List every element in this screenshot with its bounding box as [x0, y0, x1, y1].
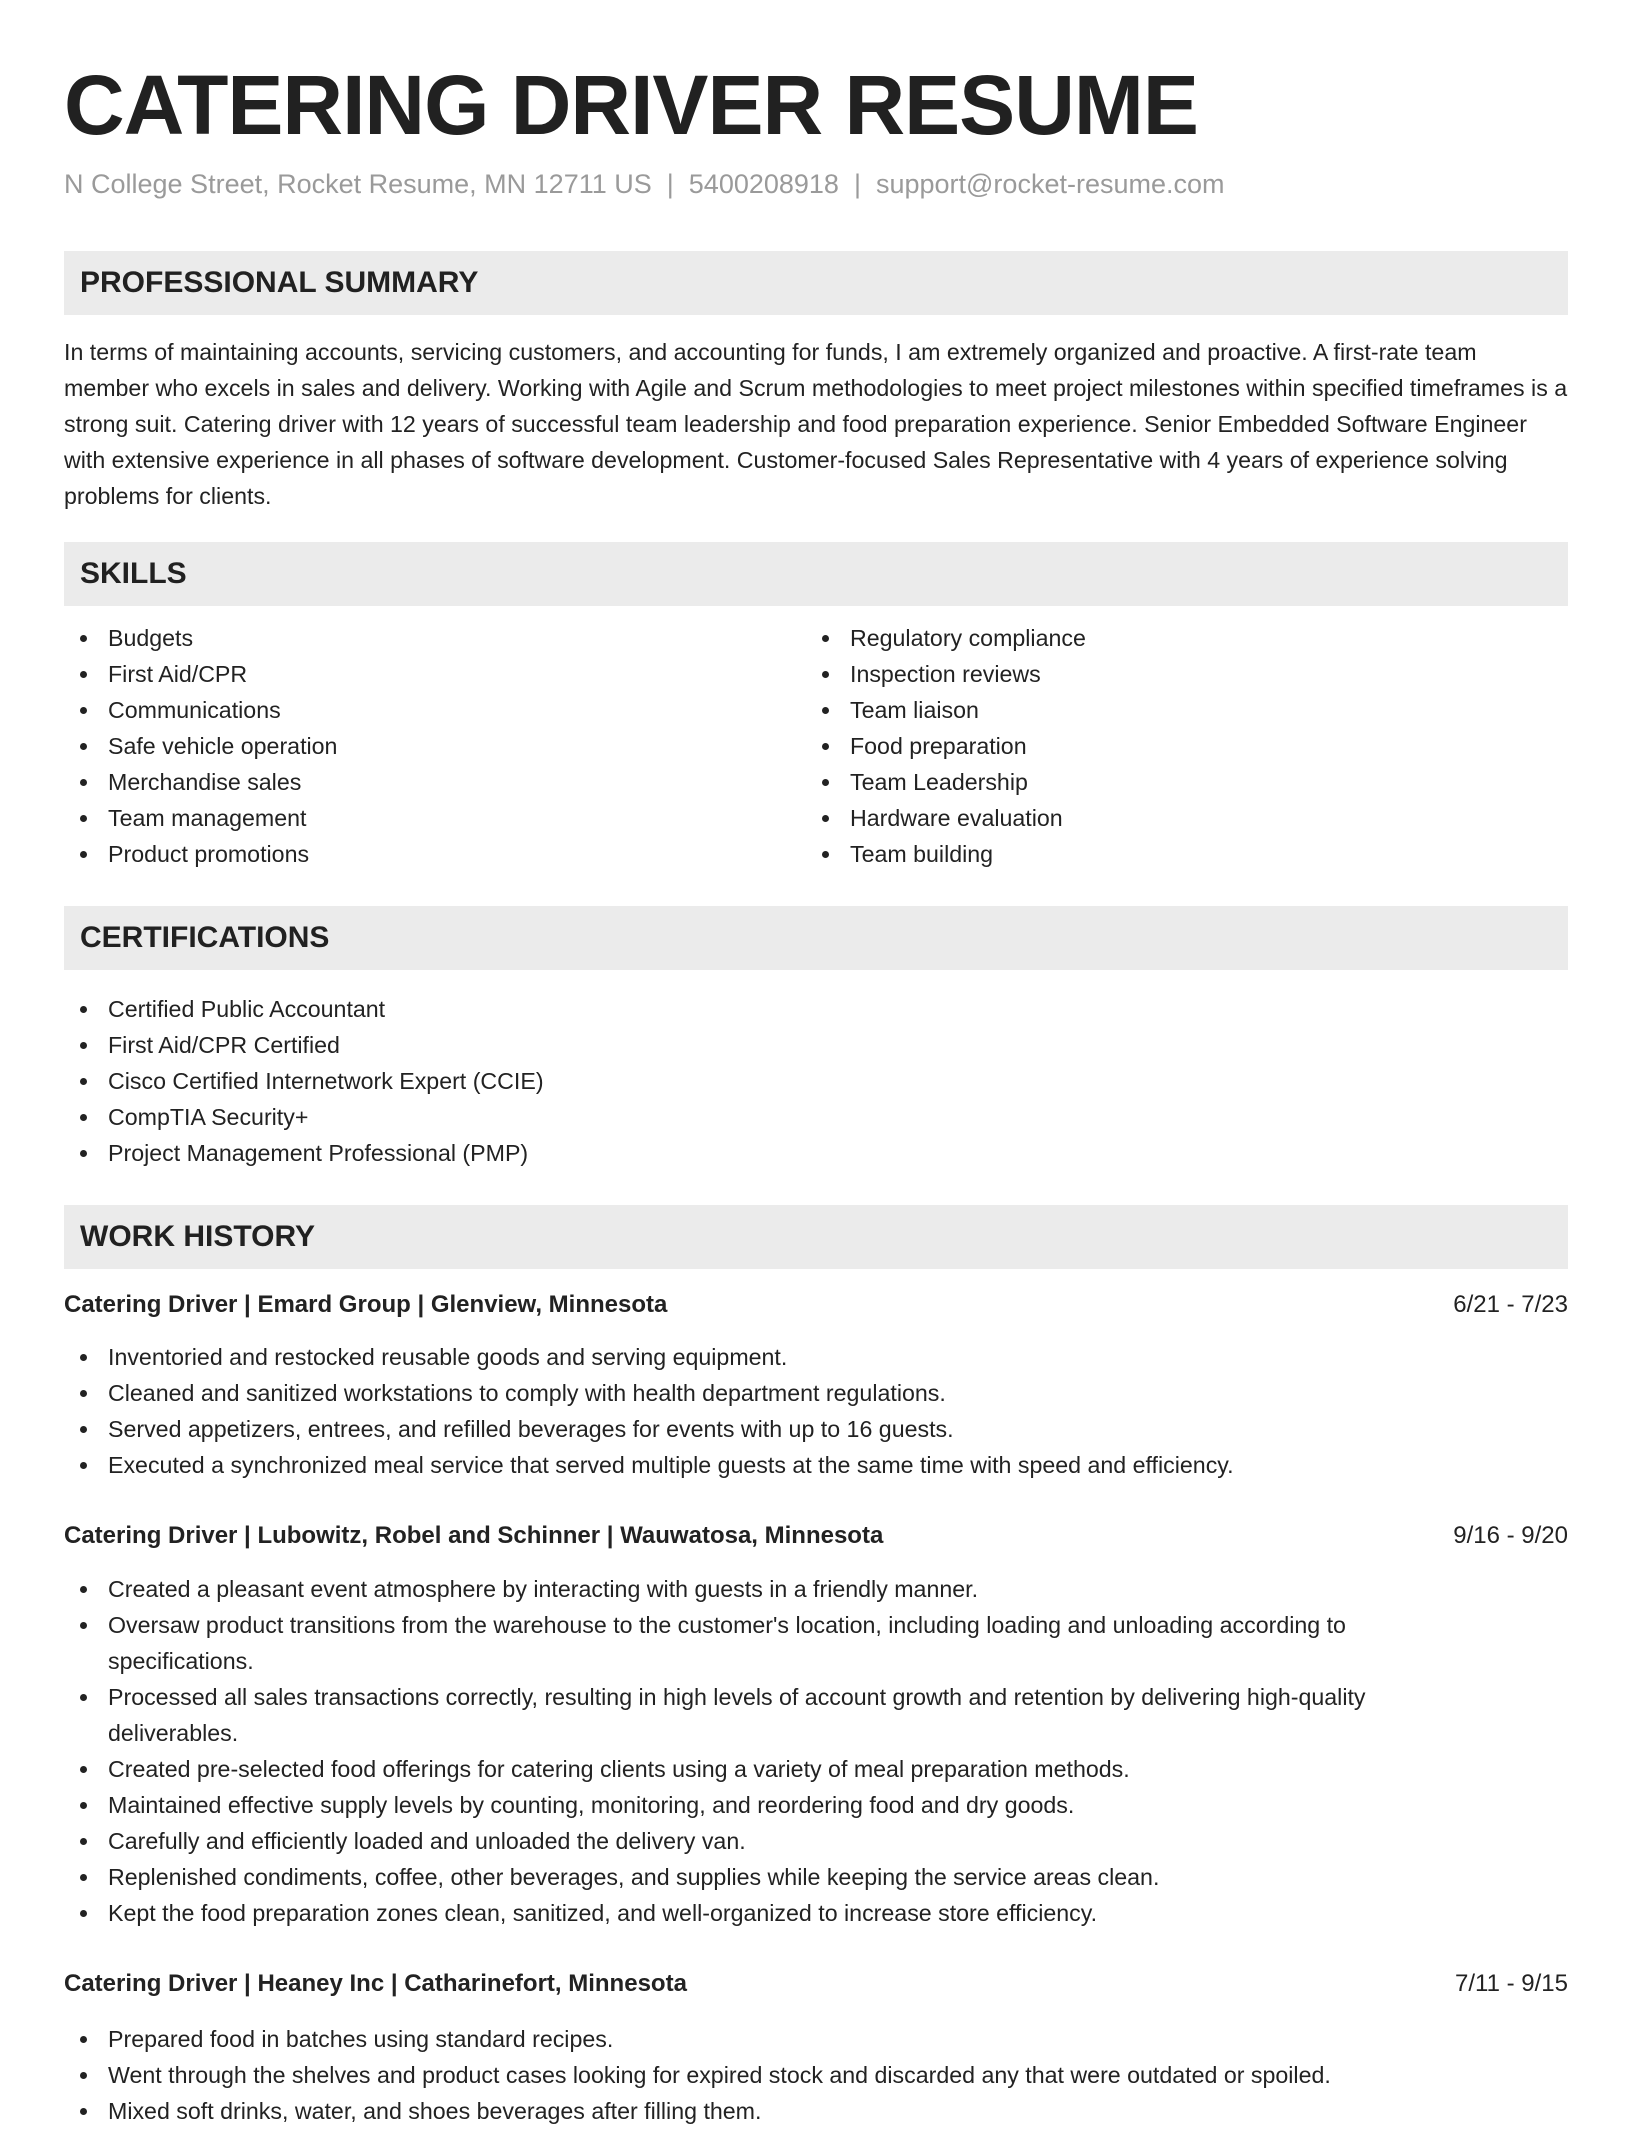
job-bullet: Created a pleasant event atmosphere by interacting with guests in a friendly manner. — [64, 1571, 1484, 1607]
job-bullet: Oversaw product transitions from the warehouse to the customer's location, including loading and unloading according to specifications. — [64, 1607, 1484, 1679]
contact-address: N College Street, Rocket Resume, MN 12711 US — [64, 169, 652, 199]
contact-separator: | — [666, 169, 674, 199]
skills-heading: SKILLS — [80, 557, 187, 590]
job-title: Catering Driver | Lubowitz, Robel and Schinner | Wauwatosa, Minnesota — [64, 1522, 884, 1549]
skill-item: Merchandise sales — [64, 764, 804, 800]
skill-item: Food preparation — [806, 728, 1546, 764]
certification-item: CompTIA Security+ — [64, 1099, 1568, 1135]
summary-heading: PROFESSIONAL SUMMARY — [80, 266, 479, 299]
skills-section-header — [64, 542, 1568, 606]
skill-item: Team Leadership — [806, 764, 1546, 800]
skill-item: Team liaison — [806, 692, 1546, 728]
job-bullet: Went through the shelves and product cases looking for expired stock and discarded any that were outdated or spoiled. — [64, 2057, 1568, 2093]
job-bullet: Carefully and efficiently loaded and unloaded the delivery van. — [64, 1823, 1484, 1859]
certifications-heading: CERTIFICATIONS — [80, 921, 330, 954]
job-dates: 9/16 - 9/20 — [1453, 1522, 1568, 1549]
job-bullet: Processed all sales transactions correctly, resulting in high levels of account growth and retention by delivering high-quality deliverables. — [64, 1679, 1484, 1751]
job-bullet: Executed a synchronized meal service that served multiple guests at the same time with speed and efficiency. — [64, 1447, 1568, 1483]
summary-text: In terms of maintaining accounts, servicing customers, and accounting for funds, I am extremely organized and proactive. A first-rate team member who excels in sales and delivery. Working with Agile and Scrum methodologies to meet project milestones within specified timeframes is a strong suit. Catering driver with 12 years of successful team leadership and food preparation experience. Senior Embedded Software Engineer with extensive experience in all phases of software development. Customer-focused Sales Representative with 4 years of experience solving problems for clients. — [64, 339, 1568, 509]
contact-phone: 5400208918 — [688, 169, 839, 199]
job-bullet: Prepared food in batches using standard recipes. — [64, 2021, 1568, 2057]
certifications-list — [64, 991, 1568, 1171]
contact-line — [64, 166, 1225, 202]
skill-item: Safe vehicle operation — [64, 728, 804, 764]
job-bullet: Mixed soft drinks, water, and shoes beverages after filling them. — [64, 2093, 1568, 2129]
job-bullet: Cleaned and sanitized workstations to comply with health department regulations. — [64, 1375, 1568, 1411]
job-bullet: Maintained effective supply levels by counting, monitoring, and reordering food and dry goods. — [64, 1787, 1484, 1823]
certifications-section-header — [64, 906, 1568, 970]
work-section-header — [64, 1205, 1568, 1269]
job-bullets — [64, 1571, 1484, 1931]
skills-list-right — [806, 620, 1546, 872]
skill-item: Product promotions — [64, 836, 804, 872]
certification-item: Certified Public Accountant — [64, 991, 1568, 1027]
job-bullets — [64, 2021, 1568, 2129]
certification-item: Cisco Certified Internetwork Expert (CCIE) — [64, 1063, 1568, 1099]
certification-item: Project Management Professional (PMP) — [64, 1135, 1568, 1171]
certification-item: First Aid/CPR Certified — [64, 1027, 1568, 1063]
job-bullets — [64, 1339, 1568, 1483]
job-bullet: Created pre-selected food offerings for catering clients using a variety of meal preparation methods. — [64, 1751, 1484, 1787]
contact-separator: | — [853, 169, 861, 199]
job-title: Catering Driver | Heaney Inc | Catharinefort, Minnesota — [64, 1970, 687, 1997]
job-bullet: Kept the food preparation zones clean, sanitized, and well-organized to increase store efficiency. — [64, 1895, 1484, 1931]
job-dates: 7/11 - 9/15 — [1455, 1970, 1568, 1997]
skill-item: Regulatory compliance — [806, 620, 1546, 656]
skill-item: Budgets — [64, 620, 804, 656]
skill-item: First Aid/CPR — [64, 656, 804, 692]
resume-title: CATERING DRIVER RESUME — [64, 58, 1198, 152]
skill-item: Hardware evaluation — [806, 800, 1546, 836]
work-heading: WORK HISTORY — [80, 1220, 316, 1253]
summary-section-header — [64, 251, 1568, 315]
job-dates: 6/21 - 7/23 — [1453, 1291, 1568, 1318]
job-bullet: Inventoried and restocked reusable goods and serving equipment. — [64, 1339, 1568, 1375]
skill-item: Team building — [806, 836, 1546, 872]
job-bullet: Served appetizers, entrees, and refilled beverages for events with up to 16 guests. — [64, 1411, 1568, 1447]
skill-item: Inspection reviews — [806, 656, 1546, 692]
job-title: Catering Driver | Emard Group | Glenview, Minnesota — [64, 1291, 668, 1318]
contact-email: support@rocket-resume.com — [875, 169, 1225, 199]
skills-list-left — [64, 620, 804, 872]
skill-item: Team management — [64, 800, 804, 836]
job-bullet: Replenished condiments, coffee, other beverages, and supplies while keeping the service areas clean. — [64, 1859, 1484, 1895]
skill-item: Communications — [64, 692, 804, 728]
